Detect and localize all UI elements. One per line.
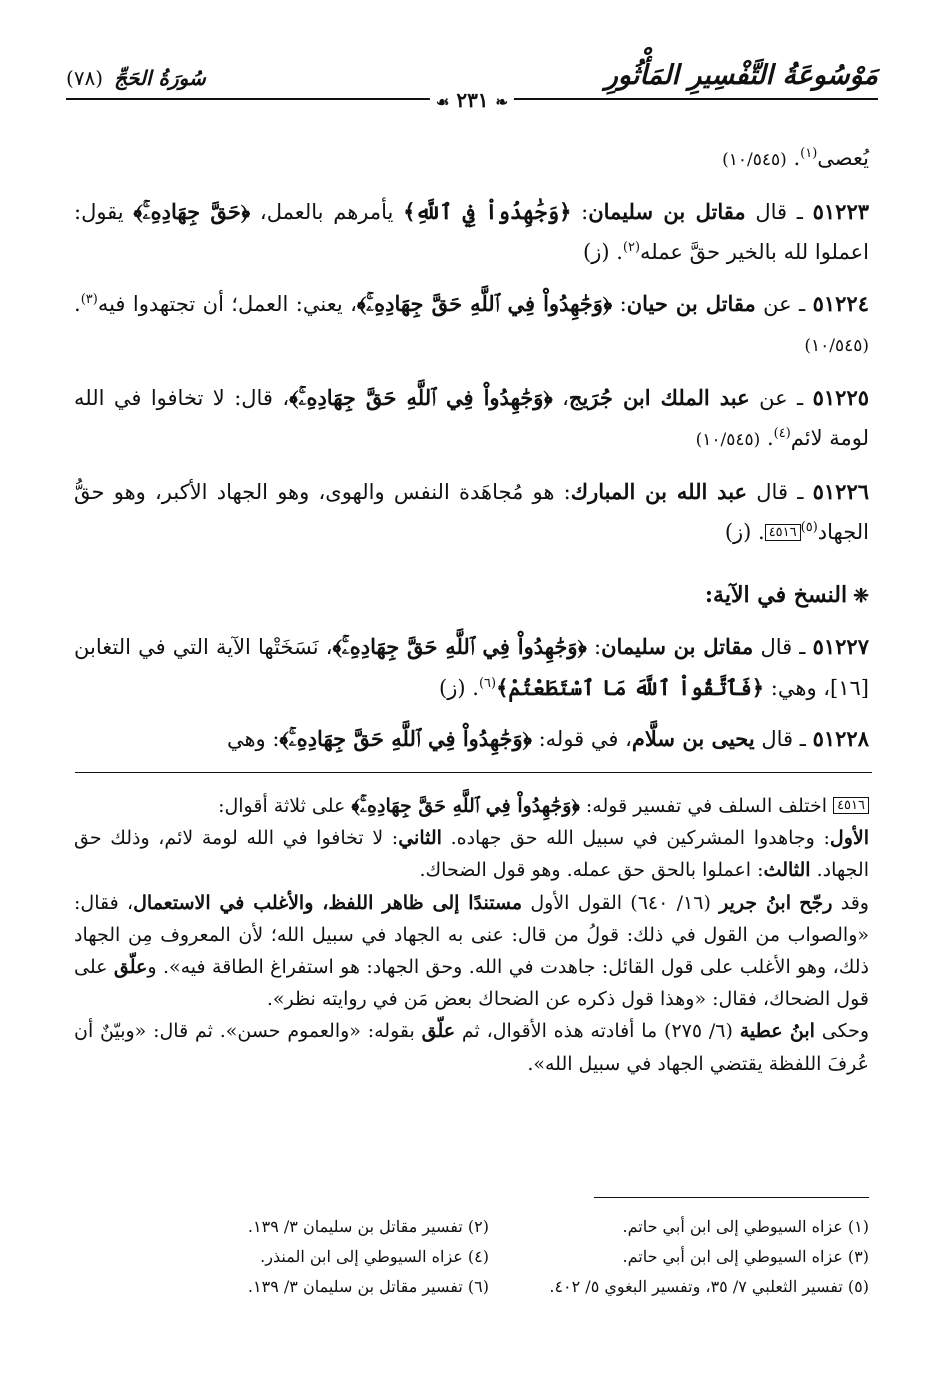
entry-51228 (74, 719, 869, 760)
narrator-name: مقاتل بن سليمان (588, 198, 746, 224)
commentary-text: : اعملوا بالحق حق عمله. وهو قول الضحاك. (419, 859, 764, 882)
footnote-marker: (٦) (478, 675, 497, 691)
entry-continuation (74, 138, 869, 181)
entry-text: يقول: اعملوا لله بالخير حقَّ عمله (74, 199, 869, 264)
surah-title (66, 66, 206, 90)
entry-text: ، يعني: العمل؛ أن تجتهدوا فيه (97, 291, 357, 316)
entry-number: ٥١٢٢٧ (812, 634, 869, 659)
surah-number: (٧٨) (66, 66, 104, 90)
entry-text: . (74, 291, 81, 316)
footnote-divider (594, 1197, 869, 1198)
quran-quote: ﴿وَجَٰهِدُواْ فِي ٱللَّهِ حَقَّ جِهَادِهِۦۚ﴾ (279, 726, 532, 751)
scholar-name: ابنُ جرير (719, 891, 792, 914)
entry-text: . (760, 426, 774, 450)
entry-text: ـ قال (747, 479, 813, 504)
commentary-text: (١٦/ ٦٤٠) القول الأول (522, 891, 720, 914)
quran-quote: ﴿وَجَٰهِدُواْ فِي ٱللَّهِ﴾ (403, 198, 572, 224)
entry-number: ٥١٢٢٤ (812, 290, 869, 316)
scholar-name: ابنُ عطية (739, 1020, 815, 1043)
commentary-box-number: ٤٥١٦ (833, 797, 869, 814)
entry-text: : (586, 635, 602, 659)
entry-number: ٥١٢٢٨ (812, 726, 869, 751)
footnote-row (74, 1212, 869, 1242)
entry-number: ٥١٢٢٥ (812, 384, 870, 410)
entry-text: يُعصى (817, 146, 869, 170)
entry-text: يأمرهم بالعمل، (250, 199, 404, 224)
quran-quote: ﴿حَقَّ جِهَادِهِۦۚ﴾ (133, 198, 251, 224)
commentary-text: على ثلاثة أقوال: (218, 795, 352, 817)
commentary-text: : وجاهدوا المشركين في سبيل الله حق جهاده. (441, 827, 830, 850)
entry-text: : وهي (226, 727, 280, 751)
main-text (74, 138, 869, 771)
commentary-text: ، فقال: «والصواب من القول في ذلك: قولُ من قال: عنى به الجهاد في سبيل الله؛ لأن المعروف مِن الجهاد ذلك، وهو الأغلب على قول القائل: جاهدت في الله. وحق الجهاد: هو استفراغ الطاقة فيه». و (74, 891, 869, 979)
entry-text: . (ز) (583, 240, 623, 264)
entry-text: : هو مُجاهَدة النفس والهوى، وهو الجهاد الأكبر، وهو حقُّ الجهاد (74, 479, 869, 544)
entry-text: ، (552, 385, 569, 410)
entry-text: ـ قال (745, 199, 813, 224)
footnote-1: (١) عزاه السيوطي إلى ابن أبي حاتم. (622, 1217, 869, 1236)
entry-text: . (ز) (724, 520, 765, 544)
page-number-block (430, 88, 514, 112)
footnote-marker: (٣) (80, 291, 98, 307)
commentary-box-link[interactable]: ٤٥١٦ (765, 524, 801, 541)
entry-text: ، نَسَخَتْها الآية التي في التغابن [١٦]، وهي: (74, 635, 869, 700)
keyword-rajjah: رجّح (799, 891, 833, 914)
narrator-name: يحيى بن سلَّام (631, 726, 755, 751)
entry-text: . (ز) (439, 675, 479, 700)
commentary-ibn-atiyya (74, 1015, 869, 1079)
entry-51227 (74, 627, 869, 708)
ornament-right-icon: ❧ (495, 93, 509, 111)
footnote-marker: (٢) (622, 240, 641, 255)
keyword-allaq: علّق (113, 956, 148, 979)
entry-51224 (74, 284, 869, 367)
entry-text: : (571, 199, 589, 224)
commentary-text: على قول الضحاك، فقال: «وهذا قول ذكره عن الضحاك بعض مَن في روايته نظر». (74, 956, 869, 1011)
entry-number: ٥١٢٢٦ (812, 478, 870, 504)
entry-51225 (74, 378, 869, 461)
keyword-allaq: علّق (421, 1020, 456, 1043)
volume-reference: (١٠/٥٤٥) (722, 150, 787, 170)
quran-quote: ﴿وَجَٰهِدُواْ فِي ٱللَّهِ حَقَّ جِهَادِهِۦۚ﴾ (356, 290, 613, 316)
entry-text: . (786, 146, 801, 170)
opinion-label-third: الثالث (763, 859, 811, 882)
volume-reference: (١٠/٥٤٥) (804, 336, 869, 356)
entry-text: ـ عن (749, 385, 813, 410)
page-header (66, 60, 878, 116)
commentary-text: اختلف السلف في تفسير قوله: (579, 795, 834, 817)
narrator-name: مقاتل بن سليمان (601, 634, 754, 659)
entry-text: ، في قوله: (531, 727, 632, 751)
section-heading (74, 575, 869, 617)
footnotes (74, 1212, 869, 1302)
section-title: النسخ في الآية: (704, 581, 848, 608)
commentary-intro (74, 790, 869, 822)
ornament-left-icon: ☙ (435, 93, 450, 111)
footnote-4: (٤) عزاه السيوطي إلى ابن المنذر. (260, 1247, 489, 1266)
narrator-name: عبد الملك ابن جُرَيج (568, 384, 750, 410)
footnote-row (74, 1272, 869, 1302)
commentary-divider (75, 772, 872, 773)
narrator-name: عبد الله بن المبارك (570, 478, 748, 504)
book-title: مَوْسُوعَةُ التَّفْسِيرِ المَأْثُورِ (604, 60, 878, 91)
quran-quote: ﴿وَجَٰهِدُواْ فِي ٱللَّهِ حَقَّ جِهَادِهِۦۚ﴾ (351, 795, 580, 817)
surah-name: سُورَةُ الحَجِّ (114, 66, 206, 90)
entry-51223 (74, 192, 869, 273)
entry-text: : (612, 291, 627, 316)
commentary-text: وقد (832, 891, 869, 914)
entry-51226 (74, 472, 869, 553)
commentary-text: وحكى (814, 1020, 869, 1043)
footnote-3: (٣) عزاه السيوطي إلى ابن أبي حاتم. (622, 1247, 869, 1266)
quran-quote: ﴿فَٱتَّقُواْ ٱللَّهَ مَا ٱسْتَطَعْتُمْ﴾ (496, 674, 765, 700)
commentary-emphasis: مستندًا إلى ظاهر اللفظ، والأغلب في الاستعمال (133, 891, 523, 914)
footnote-marker: (٥) (800, 520, 818, 535)
commentary-text: بقوله: «والعموم حسن». ثم قال: «وبيّنٌ أن عُرفَ اللفظة يقتضي الجهاد في سبيل الله». (74, 1020, 869, 1075)
opinion-label-second: الثاني (398, 827, 442, 850)
entry-text: ـ قال (753, 635, 813, 659)
entry-number: ٥١٢٢٣ (812, 198, 870, 224)
entry-text: ـ عن (755, 291, 813, 316)
entry-text: ، قال: لا تخافوا في الله لومة لائم (74, 385, 869, 450)
commentary-ibn-jarir (74, 887, 869, 1016)
footnote-6: (٦) تفسير مقاتل بن سليمان ٣/ ١٣٩. (247, 1277, 489, 1296)
page-number: ٢٣١ (456, 88, 489, 112)
footnote-row (74, 1242, 869, 1272)
footnote-5: (٥) تفسير الثعلبي ٧/ ٣٥، وتفسير البغوي ٥/ ٤٠٢. (549, 1277, 869, 1296)
quran-quote: ﴿وَجَٰهِدُواْ فِي ٱللَّهِ حَقَّ جِهَادِهِۦۚ﴾ (332, 634, 587, 659)
narrator-name: مقاتل بن حيان (626, 290, 756, 316)
opinion-label-first: الأول (829, 827, 869, 850)
volume-reference: (١٠/٥٤٥) (695, 430, 761, 450)
footnote-2: (٢) تفسير مقاتل بن سليمان ٣/ ١٣٩. (247, 1217, 489, 1236)
commentary-block (74, 790, 869, 1080)
footnote-marker: (٤) (773, 426, 791, 441)
footnote-marker: (١) (800, 146, 818, 161)
commentary-text: (٦/ ٢٧٥) ما أفادته هذه الأقوال، ثم (455, 1020, 740, 1043)
flower-icon: ❈ (853, 584, 869, 607)
commentary-opinions (74, 822, 869, 886)
commentary-text: : لا تخافوا في الله لومة لائم، وذلك حق الجهاد. (74, 827, 869, 882)
entry-text: ـ قال (754, 727, 813, 751)
quran-quote: ﴿وَجَٰهِدُواْ فِي ٱللَّهِ حَقَّ جِهَادِهِۦۚ﴾ (289, 384, 553, 410)
